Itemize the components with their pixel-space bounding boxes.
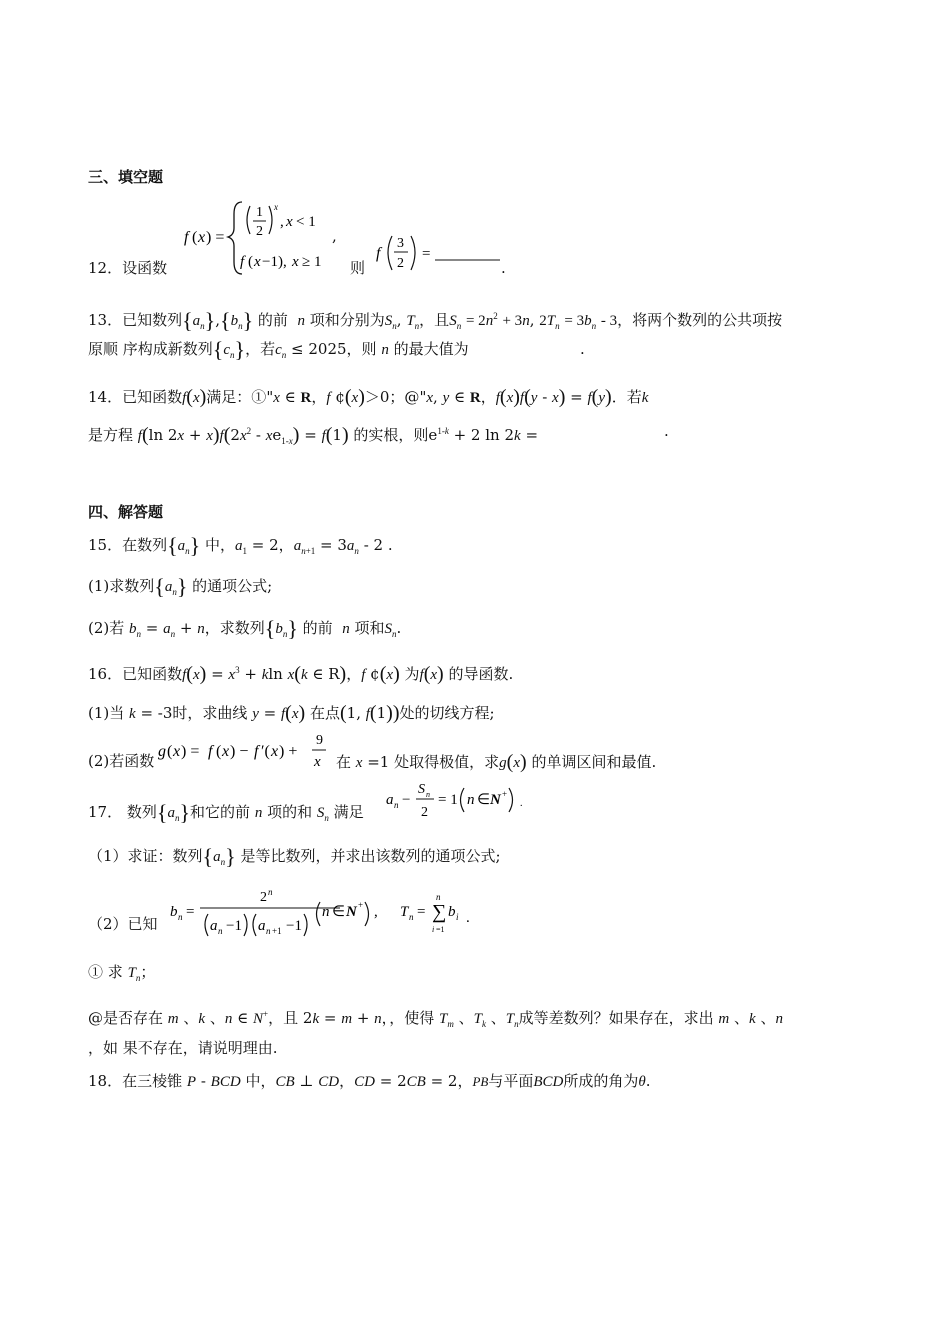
q17-bn-formula [168,884,478,942]
svg-text:2: 2 [256,224,263,239]
svg-text:+: + [502,789,508,799]
svg-text:f: f [240,254,245,270]
svg-text:) =: ) = [206,229,225,246]
q17-condition-formula [384,778,534,824]
svg-text:x: x [222,743,230,760]
svg-text:,: , [374,904,378,920]
svg-text:x: x [292,254,299,270]
svg-text:n: n [218,926,223,936]
q12-end: . [501,259,506,277]
q16-part2-lead: (2)若函数 [88,752,155,770]
svg-text:b: b [448,904,456,920]
q12-number: 12．设函数 [88,259,168,277]
svg-text:−1: −1 [286,918,302,934]
svg-text:b: b [170,904,178,920]
svg-text:n: n [266,926,271,936]
q15-part2: (2)若 $b_n = a_n + n$，求数列$\{b_n\}$ 的前 n 项和$S_n$. [88,616,402,641]
svg-text:−: − [402,792,411,808]
q17-sub2: @是否存在 m 、k 、n ∈ N+，且 2k = m + n，，使得 $T_m$ 、$T_k$ 、$T_n$成等差数列？如果存在，求出 m 、k 、n [88,1009,783,1029]
svg-text:=: = [186,904,195,920]
svg-text:f: f [208,743,213,760]
svg-text:(: ( [167,743,173,760]
svg-text:x: x [274,202,278,212]
svg-text:i: i [432,925,435,934]
svg-text:x: x [198,229,206,246]
svg-text:f: f [254,743,259,760]
svg-text:x: x [173,743,181,760]
svg-text:x: x [286,214,293,230]
svg-text:n: n [178,912,183,922]
svg-text:n: n [467,792,475,808]
q12-then: 则 [350,259,366,277]
svg-text:S: S [418,782,425,797]
svg-text:=: = [422,246,431,262]
svg-text:x: x [271,743,279,760]
svg-text:) =: ) = [181,743,200,760]
q17-stem: 17． 数列$\{a_n\}$和它的前 n 项的和 $S_n$ 满足 [88,800,364,825]
svg-text:N: N [346,904,357,920]
svg-text:) −: ) − [230,743,249,760]
svg-text:a: a [210,918,218,934]
q18-stem: 18．在三棱锥 P - BCD 中，CB ⊥ CD，CD = 2CB = 2，PB与平面BCD所成的角为θ. [88,1072,651,1090]
svg-text:−1),: −1), [262,254,287,270]
svg-text:n: n [436,892,441,902]
svg-text:+: + [358,900,364,910]
svg-text:< 1: < 1 [296,214,316,230]
q17-sub1: ① 求 $T_n$； [88,963,156,983]
svg-text:1: 1 [256,205,263,220]
q12-ask-formula [372,228,512,280]
svg-text:2: 2 [260,890,267,905]
svg-text:n: n [268,887,273,897]
svg-text:2: 2 [397,256,404,271]
q12-piecewise-formula [180,196,340,278]
q16-g-formula [156,728,332,774]
svg-text:a: a [258,918,266,934]
q15-part1: (1)求数列$\{a_n\}$ 的通项公式; [88,574,273,599]
svg-text:≥ 1: ≥ 1 [302,254,322,270]
svg-text:= 1: = 1 [438,792,458,808]
svg-text:n: n [409,912,414,922]
svg-text:=: = [417,904,426,920]
q17-part1: （1）求证：数列$\{a_n\}$ 是等比数列，并求出该数列的通项公式; [88,844,501,869]
svg-text:g: g [158,743,166,760]
svg-text:) +: ) + [279,743,298,760]
svg-text:3: 3 [397,236,404,251]
svg-text:T: T [400,904,409,920]
svg-text:(: ( [216,743,222,760]
svg-text:.: . [520,798,523,809]
section-heading-answer: 四、解答题 [88,503,164,521]
svg-text:x: x [314,754,321,770]
q13-line2: 原顺 序构成新数列$\{c_n\}$，若$c_n \le 2025$，则 n 的最大值为 [88,337,469,362]
svg-text:−1: −1 [226,918,242,934]
svg-text:′(: ′( [261,743,270,760]
svg-text:=1: =1 [436,925,445,934]
svg-text:f: f [376,245,381,262]
svg-text:9: 9 [316,733,323,748]
q16-stem: 16．已知函数$f(x) = x^3 + kln$ x(k ∈ R)，f ¢(x) 为f(x) 的导函数. [88,663,514,685]
q14-line2: 是方程 f(ln $2x + x)f(2x^2 - xe_{1-x}) = f(1)$ 的实根，则$e^{1-k} + 2$ ln 2k = [88,424,539,446]
svg-text:N: N [490,792,501,808]
q17-part2-lead: （2）已知 [88,915,158,933]
q15-stem: 15．在数列$\{a_n\}$ 中，$a_1 = 2$，$a_{n+1} = 3a_n - 2$ . [88,533,393,558]
q12-comma: , [332,227,337,245]
q13-end: . [580,340,585,358]
svg-text:,: , [280,214,284,230]
svg-text:n: n [426,790,430,799]
q16-part2: 在 x =1 处取得极值，求g(x) 的单调区间和最值. [336,751,657,773]
svg-text:2: 2 [421,805,428,820]
q16-part1: (1)当 k = -3时，求曲线 y = f(x) 在点(1, f(1))处的切线方程; [88,702,495,724]
svg-text:∈: ∈ [332,904,346,920]
svg-text:n: n [394,800,399,810]
svg-text:n: n [322,904,330,920]
q17-sub2-line2: ，如 果不存在，请说明理由. [88,1039,278,1057]
svg-text:+1: +1 [272,926,282,936]
svg-text:x: x [254,254,261,270]
svg-text:(: ( [248,254,253,270]
svg-text:∈: ∈ [477,792,491,808]
svg-text:.: . [466,910,470,926]
svg-text:f: f [184,229,189,246]
svg-text:(: ( [192,229,198,246]
svg-text:∑: ∑ [432,901,447,923]
q13-line1: 13．已知数列$\{a_n\},\{b_n\}$ 的前 n 项和分别为$S_n$, $T_n$，且$S_n = 2n^2 + 3n$, $2T_n = 3b_n - 3$，将两个数列的公共项按 [88,308,783,333]
svg-text:i: i [456,912,459,922]
q14-line1: 14．已知函数f(x)满足：①"x ∈ R，f ¢(x)＞0；@"x, y ∈ R，f(x)f(y - x) = f(y)．若k [88,386,649,408]
svg-text:a: a [386,792,394,808]
section-heading-fill-in: 三、填空题 [88,168,164,186]
q14-end: . [664,422,669,440]
